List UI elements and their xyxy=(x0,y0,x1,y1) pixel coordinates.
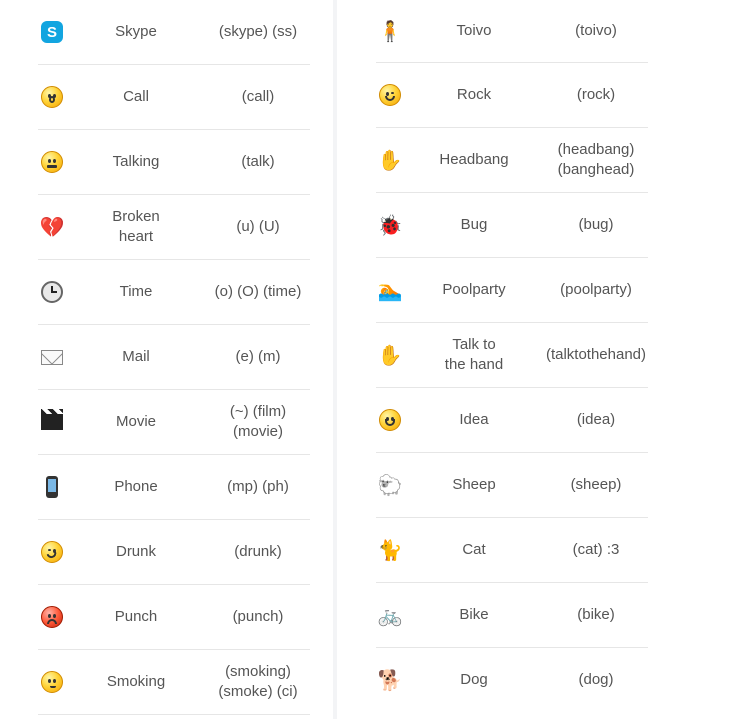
table-row xyxy=(38,195,310,260)
emoticon-code: (poolparty) xyxy=(560,281,632,298)
skype-logo-icon: S xyxy=(40,20,64,44)
emoticon-name: Talk to the hand xyxy=(444,336,504,373)
emoticon-name: Broken heart xyxy=(112,208,160,245)
emoticon-name: Skype xyxy=(115,23,157,40)
table-row xyxy=(38,390,310,455)
emoticon-code: (u) (U) xyxy=(236,218,280,235)
table-row xyxy=(376,648,648,712)
emoticon-code: (o) (O) (time) xyxy=(214,283,302,300)
cat-icon: 🐈 xyxy=(377,538,403,562)
table-row xyxy=(376,388,648,453)
clock-icon xyxy=(40,280,64,304)
idea-face-icon xyxy=(378,408,402,432)
emoticon-name: Rock xyxy=(456,86,492,103)
emoticon-name: Phone xyxy=(114,478,158,495)
talk-to-hand-icon: ✋ xyxy=(377,343,403,367)
table-row xyxy=(376,453,648,518)
emoticon-code: (sheep) xyxy=(570,476,622,493)
emoticon-code: (call) xyxy=(241,88,275,105)
emoticon-code: (smoking) (smoke) (ci) xyxy=(218,663,298,700)
emoticon-code: (headbang) (banghead) xyxy=(557,141,635,178)
call-face-icon xyxy=(40,85,64,109)
table-row xyxy=(376,518,648,583)
emoticon-code: (~) (film) (movie) xyxy=(229,403,287,440)
table-row xyxy=(38,65,310,130)
emoticon-name: Time xyxy=(119,283,153,300)
emoticon-code: (cat) :3 xyxy=(572,541,620,558)
table-row xyxy=(38,585,310,650)
table-row xyxy=(38,455,310,520)
emoticon-name: Movie xyxy=(115,413,156,430)
emoticon-name: Punch xyxy=(114,608,158,625)
emoticon-code: (rock) xyxy=(576,86,616,103)
table-row xyxy=(38,260,310,325)
table-row xyxy=(38,325,310,390)
table-row xyxy=(376,583,648,648)
headbang-icon: ✋ xyxy=(377,148,403,172)
emoticon-code: (talktothehand) xyxy=(545,346,647,363)
emoticon-code: (toivo) xyxy=(575,22,617,39)
envelope-icon xyxy=(40,345,64,369)
table-row xyxy=(376,323,648,388)
emoticon-name: Call xyxy=(123,88,149,105)
rock-face-icon xyxy=(378,83,402,107)
emoticon-code: (bike) xyxy=(577,606,615,623)
emoticon-name: Talking xyxy=(112,153,160,170)
drunk-face-icon xyxy=(40,540,64,564)
emoticon-code: (dog) xyxy=(578,671,614,688)
emoticon-name: Idea xyxy=(459,411,489,428)
table-row xyxy=(376,128,648,193)
broken-heart-icon: 💔 xyxy=(39,215,65,239)
table-row xyxy=(376,63,648,128)
emoticon-name: Headbang xyxy=(439,151,509,168)
emoticon-list-left xyxy=(38,0,310,715)
emoticon-code: (idea) xyxy=(576,411,616,428)
emoticon-list-right xyxy=(376,0,648,712)
emoticon-name: Bike xyxy=(459,606,489,623)
emoticon-name: Poolparty xyxy=(442,281,506,298)
emoticon-name: Bug xyxy=(460,216,488,233)
emoticon-name: Drunk xyxy=(115,543,156,560)
bug-icon: 🐞 xyxy=(377,213,403,237)
emoticon-code: (skype) (ss) xyxy=(218,23,298,40)
table-row xyxy=(38,0,310,65)
emoticon-name: Cat xyxy=(462,541,486,558)
dog-icon: 🐕 xyxy=(377,668,403,692)
mobile-phone-icon xyxy=(40,475,64,499)
poolparty-icon: 🏊 xyxy=(377,278,403,302)
emoticon-name: Dog xyxy=(460,671,488,688)
table-row xyxy=(376,193,648,258)
table-row xyxy=(376,258,648,323)
talking-face-icon xyxy=(40,150,64,174)
emoticon-code: (drunk) xyxy=(234,543,282,560)
table-row xyxy=(38,520,310,585)
bike-icon: 🚲 xyxy=(377,603,403,627)
emoticon-code: (mp) (ph) xyxy=(227,478,289,495)
table-row xyxy=(376,0,648,63)
table-row xyxy=(38,650,310,715)
emoticon-code: (talk) xyxy=(241,153,275,170)
table-row xyxy=(38,130,310,195)
punch-face-icon xyxy=(40,605,64,629)
smoking-face-icon xyxy=(40,670,64,694)
sheep-icon: 🐑 xyxy=(377,473,403,497)
toivo-icon: 🧍 xyxy=(377,19,403,43)
emoticon-name: Toivo xyxy=(456,22,492,39)
emoticon-name: Smoking xyxy=(106,673,166,690)
emoticon-code: (bug) xyxy=(578,216,614,233)
column-divider xyxy=(333,0,337,719)
emoticon-code: (punch) xyxy=(232,608,284,625)
emoticon-code: (e) (m) xyxy=(235,348,281,365)
emoticon-name: Mail xyxy=(122,348,150,365)
clapperboard-icon xyxy=(40,410,64,434)
emoticon-name: Sheep xyxy=(452,476,496,493)
